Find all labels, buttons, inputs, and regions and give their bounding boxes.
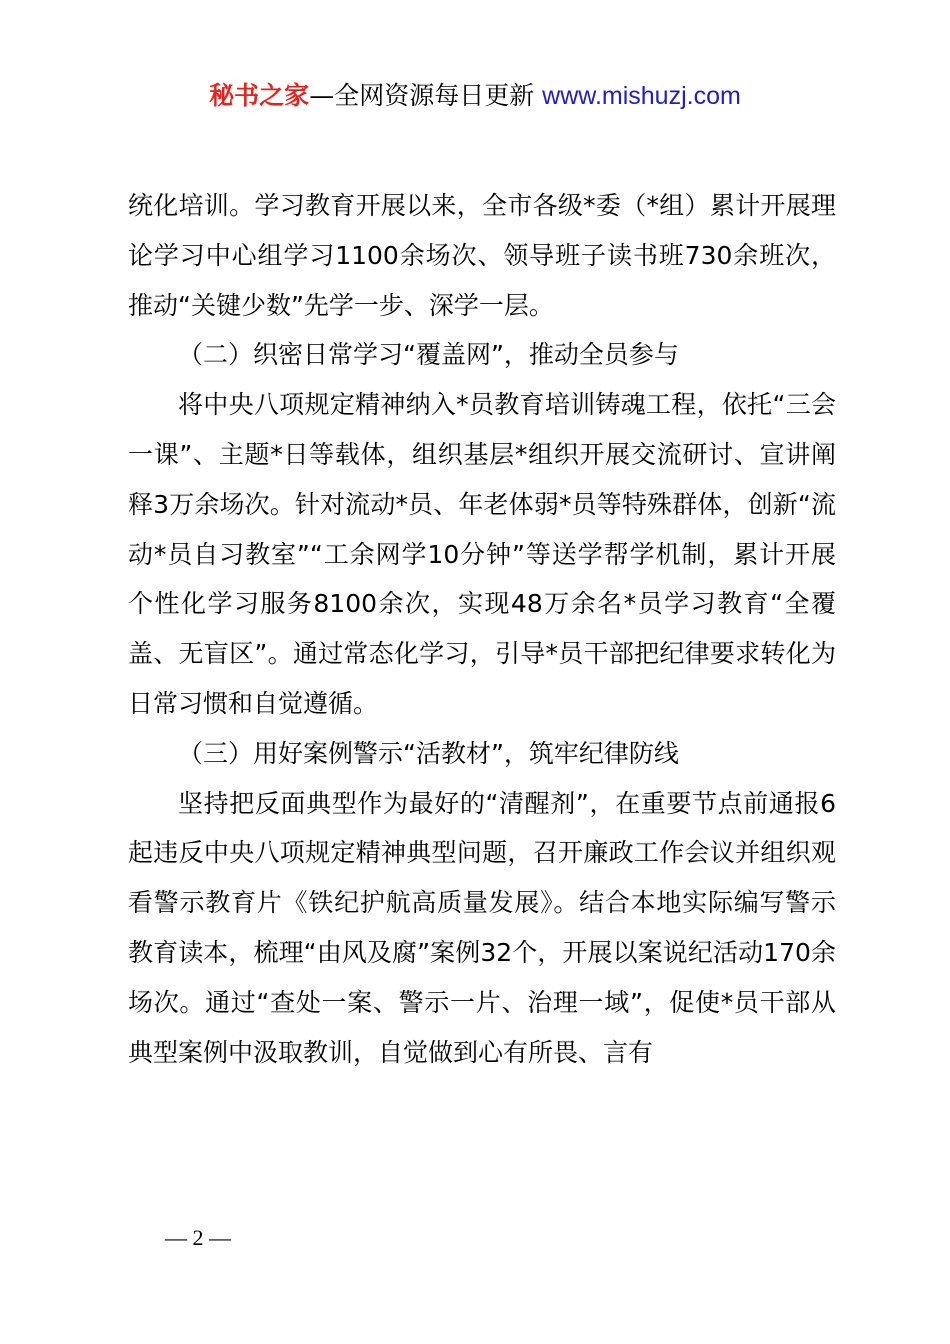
paragraph-section-3: 坚持把反面典型作为最好的“清醒剂”，在重要节点前通报6起违反中央八项规定精神典型问题，召开廉政工作会议并组织观看警示教育片《铁纪护航高质量发展》。结合本地实际编写警示教育读本，梳理“由风及腐”案例32个，开展以案说纪活动170余场次。通过“查处一案、警示一片、治理一域”，促使*员干部从典型案例中汲取教训，自觉做到心有所畏、言有 [128,788,836,1067]
site-url-link[interactable]: www.mishuzj.com [542,82,741,110]
paragraph-continuation: 统化培训。学习教育开展以来，全市各级*委（*组）累计开展理论学习中心组学习1100余场次、领导班子读书班730余班次，推动“关键少数”先学一步、深学一层。 [128,191,836,320]
site-header [0,80,950,112]
section-heading-2: （二）织密日常学习“覆盖网”，推动全员参与 [178,340,679,370]
document-body [128,181,836,1077]
page-number: — 2 — [165,1225,231,1250]
site-tagline: —全网资源每日更新 [309,81,535,110]
paragraph-section-2: 将中央八项规定精神纳入*员教育培训铸魂工程，依托“三会一课”、主题*日等载体，组织基层*组织开展交流研讨、宣讲阐释3万余场次。针对流动*员、年老体弱*员等特殊群体，创新“流动*员自习教室”“工余网学10分钟”等送学帮学机制，累计开展个性化学习服务8100余次，实现48万余名*员学习教育“全覆盖、无盲区”。通过常态化学习，引导*员干部把纪律要求转化为日常习惯和自觉遵循。 [128,390,836,718]
site-brand: 秘书之家 [209,81,310,110]
section-heading-3: （三）用好案例警示“活教材”，筑牢纪律防线 [178,738,679,768]
